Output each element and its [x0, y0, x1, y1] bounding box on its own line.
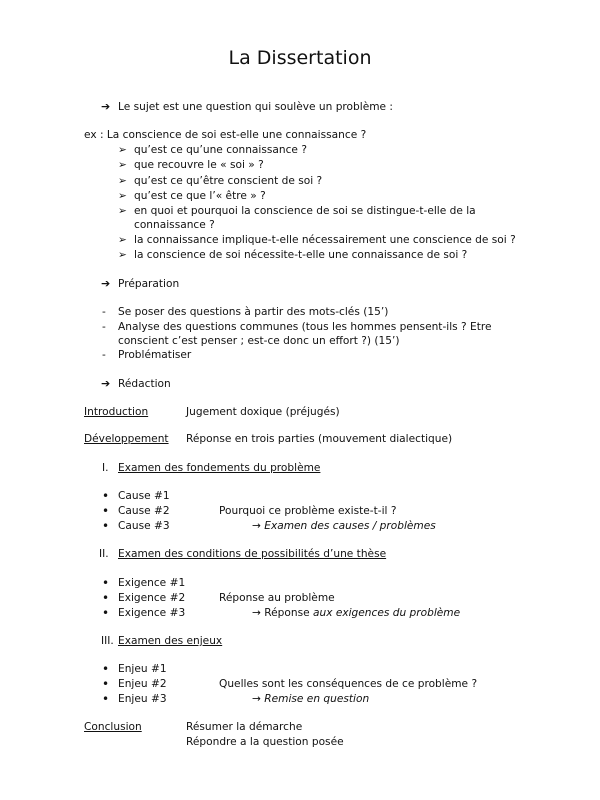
conclusion-line: Répondre a la question posée [186, 736, 344, 748]
dot-bullet: • [102, 504, 110, 518]
question-item-continuation: connaissance ? [134, 219, 215, 231]
question-item: la connaissance implique-t-elle nécessairement une conscience de soi ? [134, 234, 516, 246]
conclusion-label: Conclusion [84, 721, 142, 733]
chevron-bullet-icon: ➢ [118, 144, 127, 156]
part-arrow-text: Examen des causes / problèmes [264, 520, 436, 532]
part-item: Enjeu #2 [118, 678, 167, 690]
part-item: Exigence #1 [118, 577, 186, 589]
sujet-text: Le sujet est une question qui soulève un problème : [118, 101, 393, 113]
arrow-bullet-icon: ➔ [101, 377, 111, 390]
part-numeral: I. [102, 462, 109, 474]
chevron-bullet-icon: ➢ [118, 175, 127, 187]
part-title: Examen des conditions de possibilités d’une thèse [118, 548, 387, 560]
question-item: qu’est ce qu’une connaissance ? [134, 144, 307, 156]
right-arrow-icon: → [252, 693, 261, 705]
arrow-bullet-icon: ➔ [101, 100, 111, 113]
part-arrow-note [252, 520, 436, 533]
page-title: La Dissertation [228, 47, 372, 69]
redaction-heading: Rédaction [118, 378, 171, 390]
chevron-bullet-icon: ➢ [118, 249, 127, 261]
chevron-bullet-icon: ➢ [118, 205, 127, 217]
part-arrow-text: aux exigences du problème [312, 607, 461, 619]
preparation-heading: Préparation [118, 278, 180, 290]
conclusion-line: Résumer la démarche [186, 721, 303, 733]
dot-bullet: • [102, 591, 110, 605]
question-item: que recouvre le « soi » ? [134, 159, 264, 171]
right-arrow-icon: → [252, 520, 261, 532]
chevron-bullet-icon: ➢ [118, 159, 127, 171]
part-note: Pourquoi ce problème existe-t-il ? [219, 505, 397, 517]
arrow-bullet-icon: ➔ [101, 277, 111, 290]
part-item: Exigence #3 [118, 607, 186, 619]
preparation-item: Analyse des questions communes (tous les hommes pensent-ils ? Etre [118, 321, 492, 333]
dash-bullet: - [102, 349, 106, 361]
part-item: Enjeu #3 [118, 693, 167, 705]
part-note: Quelles sont les conséquences de ce problème ? [219, 678, 478, 690]
part-arrow-note [252, 607, 460, 620]
part-item: Cause #1 [118, 490, 170, 502]
part-item: Cause #2 [118, 505, 170, 517]
question-item: en quoi et pourquoi la conscience de soi se distingue-t-elle de la [134, 205, 476, 217]
dot-bullet: • [102, 692, 110, 706]
question-item: la conscience de soi nécessite-t-elle une connaissance de soi ? [134, 249, 468, 261]
part-item: Cause #3 [118, 520, 170, 532]
dot-bullet: • [102, 519, 110, 533]
part-note: Réponse au problème [219, 592, 335, 604]
part-arrow-text: Remise en question [264, 693, 370, 705]
part-title: Examen des fondements du problème [118, 462, 321, 474]
part-item: Enjeu #1 [118, 663, 167, 675]
part-numeral: II. [99, 548, 109, 560]
introduction-label: Introduction [84, 406, 149, 418]
developpement-label: Développement [84, 433, 169, 445]
part-item: Exigence #2 [118, 592, 186, 604]
dot-bullet: • [102, 677, 110, 691]
question-item: qu’est ce qu’être conscient de soi ? [134, 175, 323, 187]
dash-bullet: - [102, 306, 106, 318]
dot-bullet: • [102, 662, 110, 676]
part-numeral: III. [101, 635, 114, 647]
dot-bullet: • [102, 489, 110, 503]
preparation-item: Problématiser [118, 349, 192, 361]
right-arrow-icon: → Réponse [252, 607, 310, 619]
preparation-item-continuation: conscient c’est penser ; est-ce donc un effort ?) (15’) [118, 335, 400, 347]
introduction-text: Jugement doxique (préjugés) [186, 406, 340, 418]
preparation-item: Se poser des questions à partir des mots-clés (15’) [118, 306, 389, 318]
dash-bullet: - [102, 321, 106, 333]
developpement-text: Réponse en trois parties (mouvement dialectique) [186, 433, 453, 445]
dot-bullet: • [102, 576, 110, 590]
example-intro: ex : La conscience de soi est-elle une connaissance ? [84, 129, 367, 141]
question-item: qu’est ce que l’« être » ? [134, 190, 266, 202]
dot-bullet: • [102, 606, 110, 620]
chevron-bullet-icon: ➢ [118, 190, 127, 202]
part-title: Examen des enjeux [118, 635, 223, 647]
part-arrow-note [252, 693, 369, 706]
chevron-bullet-icon: ➢ [118, 234, 127, 246]
